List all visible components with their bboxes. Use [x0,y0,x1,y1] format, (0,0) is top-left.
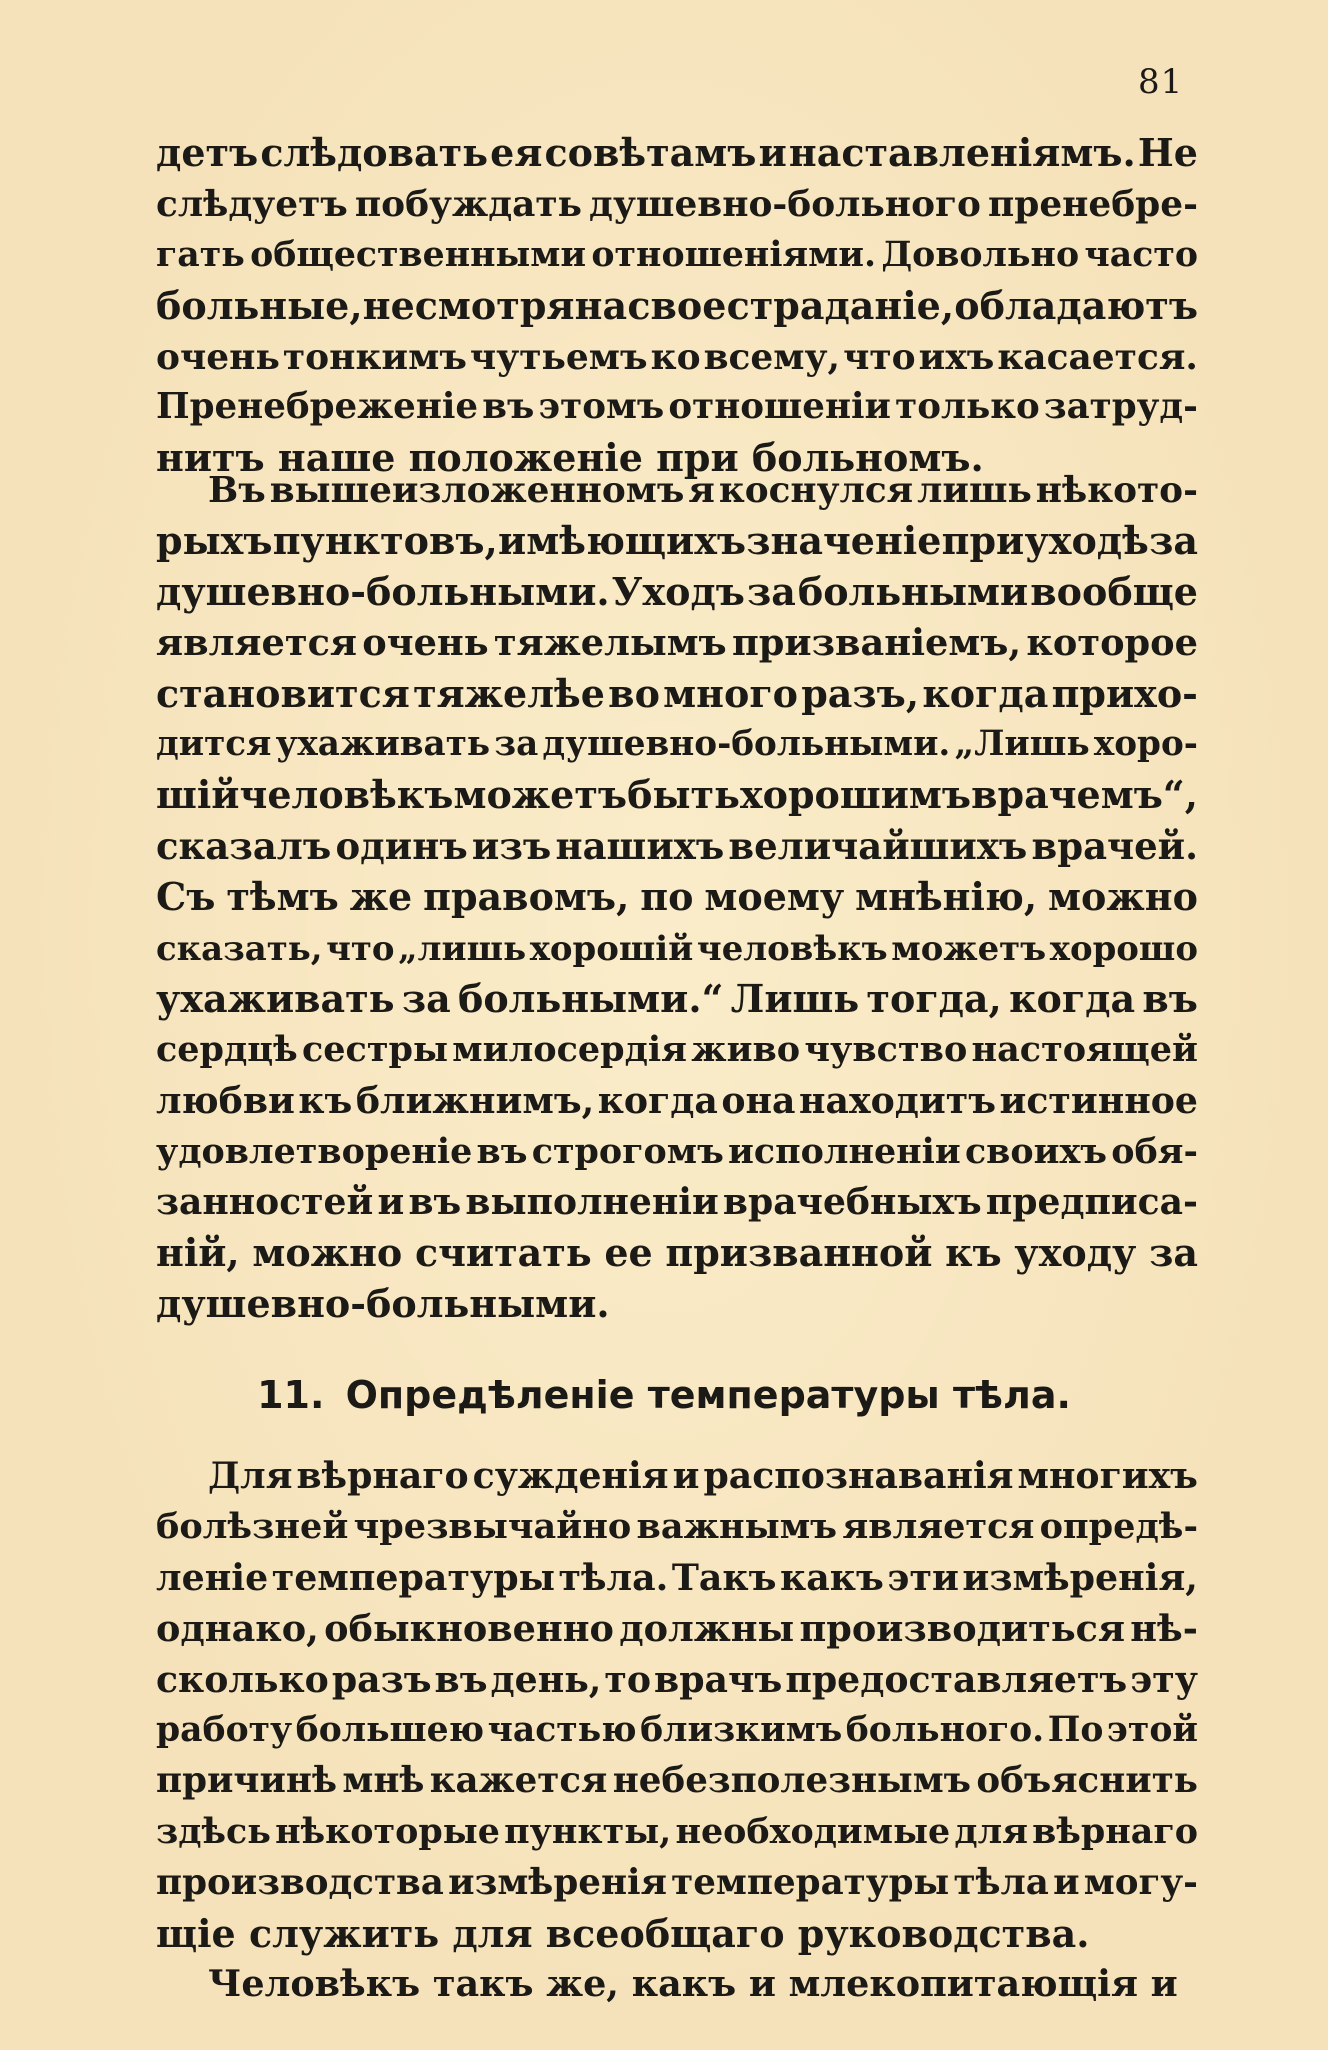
word: когда [922,670,1049,716]
word: исполненіи [728,1130,961,1172]
word: Не [1137,130,1198,175]
word: слѣдуетъ [156,182,348,225]
word: больными.“ [457,975,724,1021]
word: очень [156,335,280,378]
word: дится [156,724,272,765]
word: коснулся [718,469,914,511]
text-line [156,770,1198,821]
line-text: Человѣкъ такъ же, какъ и млекопитающія и [208,1962,1178,2005]
word: значеніе [746,517,942,563]
word: изъ [471,824,552,869]
text-line [156,1756,1198,1807]
word: живо [691,1028,801,1070]
word: важнымъ [636,1505,838,1547]
word: часто [1084,233,1198,275]
word: Довольно [881,233,1080,275]
word: предоставляетъ [785,1657,1128,1701]
word: тяжелѣе [413,670,605,716]
word: много [663,670,798,716]
text-line [156,923,1198,974]
word: въ [482,386,535,428]
section-number: 11. [257,1373,325,1417]
text-line [156,567,1198,618]
paragraph [156,465,1198,1330]
word: ихъ [918,335,995,378]
word: хорошимъ [739,772,972,818]
word: чувство [804,1028,968,1070]
word: имѣющихъ [498,517,747,563]
word: хорошій [529,928,694,969]
word: за [494,724,539,765]
word: является [156,620,357,664]
word: въ [408,1180,462,1224]
word: работу [156,1710,293,1751]
text-line [156,1604,1198,1655]
text-line [156,1076,1198,1127]
word: разъ [331,1657,432,1701]
word: только [895,386,1040,428]
word: необходимые [675,1811,951,1853]
word: къ [945,1230,1002,1276]
word: ея [490,130,543,175]
word: пренебре- [988,182,1198,225]
word: свое [627,282,727,328]
word: обыкновенно [324,1606,614,1650]
text-line [156,719,1198,770]
word: вѣрнаго [296,1454,469,1497]
word: истинное [999,1078,1198,1122]
word: сколько [156,1657,329,1701]
word: совѣтамъ [544,130,757,175]
paragraph [156,1959,1198,2010]
word: производиться [799,1606,1125,1650]
word: можетъ [453,772,628,818]
word: эту [1130,1657,1198,1701]
word: человѣкъ [696,928,888,969]
word: Уходъ [611,568,745,614]
word: могу- [1083,1862,1198,1904]
word: правомъ, [423,874,630,920]
word: этой [1106,1710,1198,1751]
word: въ [1142,975,1198,1021]
word: когда [597,1078,718,1122]
word: что [326,928,395,969]
word: пункты, [504,1811,672,1853]
word: своихъ [964,1130,1108,1172]
word: сказать, [156,928,323,969]
text-line [156,1279,1198,1330]
text-line [156,974,1198,1025]
word: близкимъ [640,1710,843,1751]
word: тяжелымъ [493,620,727,664]
text-line [156,872,1198,923]
word: можно [1048,874,1198,920]
word: тѣла. [558,1555,669,1599]
word: врачей. [1031,824,1198,869]
word: моему [704,874,845,920]
word: врачебныхъ [722,1180,982,1224]
word: она [721,1078,796,1122]
word: Въ [208,469,266,511]
word: ухаживать [156,975,395,1021]
word: настоящей [971,1028,1198,1070]
word: распознаванія [703,1454,1014,1497]
word: ко [650,335,701,378]
word: кажется [429,1760,608,1802]
word: пунктовъ, [272,517,498,563]
text-line [156,128,1198,179]
word: отношеніи [668,386,891,428]
word: день, [490,1657,602,1701]
word: больного. [845,1710,1045,1751]
text-line [156,281,1198,332]
word: ній, [156,1230,240,1276]
word: тѣла [953,1862,1049,1904]
word: общественными [250,233,587,275]
word: я [688,469,715,511]
text-line [156,1451,1198,1502]
word: детъ [156,130,259,175]
word: сердцѣ [156,1028,298,1070]
line-text: щіе служить для всеобщаго руководства. [156,1911,1090,1957]
word: обя- [1111,1130,1198,1172]
word: занностей [156,1180,374,1224]
word: ухаживать [275,724,491,765]
word: Пренебреженіе [156,386,479,428]
word: чутьемъ [469,335,648,378]
word: хорошо [1049,928,1198,969]
word: хоро- [1093,724,1198,765]
word: ближнимъ, [355,1078,595,1122]
word: ее [604,1230,653,1276]
text-line [156,1655,1198,1706]
word: болѣзней [156,1505,349,1547]
word: сказалъ [156,824,332,869]
word: многихъ [1017,1454,1198,1497]
word: является [842,1505,1035,1547]
word: на [574,282,628,328]
word: эти [887,1555,959,1599]
word: душевно-больного [589,182,981,225]
word: гать [156,233,245,275]
word: больными [797,568,1029,614]
word: леніе [156,1555,269,1599]
word: должны [619,1606,795,1650]
text-line [156,1502,1198,1553]
word: то [604,1657,652,1701]
word: которое [1026,620,1198,664]
word: за [1149,1230,1198,1276]
word: прихо- [1051,670,1198,716]
word: къ [298,1078,353,1122]
word: предписа- [985,1180,1198,1224]
word: и [1053,1862,1080,1904]
word: что [843,335,916,378]
word: быть [627,772,740,818]
word: нѣкото- [1035,469,1198,511]
text-line [156,1025,1198,1076]
word: во [608,670,660,716]
word: мнѣ [342,1760,425,1802]
word: тонкимъ [282,335,467,378]
word: вышеизложенномъ [269,469,685,511]
word: величайшихъ [728,824,1028,869]
word: рыхъ [156,517,273,563]
word: одинъ [335,824,468,869]
word: въ [434,1657,488,1701]
word: сестры [302,1028,449,1070]
word: когда [1009,975,1136,1021]
word: тѣмъ [226,874,339,920]
paragraph [156,128,1198,484]
word: причинѣ [156,1760,338,1802]
word: мнѣнію, [855,874,1038,920]
word: призванной [665,1230,933,1276]
word: и [672,1454,700,1497]
word: за [401,975,451,1021]
word: „лишь [398,928,527,969]
word: вообще [1030,568,1198,614]
word: для [954,1811,1028,1853]
word: „Лишь [954,724,1090,765]
word: врачемъ“, [971,772,1198,818]
word: же [349,874,413,920]
word: страданіе, [726,282,955,328]
word: большею [295,1710,485,1751]
word: за [746,568,796,614]
word: врачъ [654,1657,783,1701]
word: и [377,1180,405,1224]
word: удовлетвореніе [156,1130,473,1172]
word: небезполезнымъ [612,1760,972,1802]
word: частью [487,1710,637,1751]
word: разъ, [801,670,920,716]
word: человѣкъ [239,772,454,818]
section-title: Опредѣленіе температуры тѣла. [345,1373,1071,1417]
word: и [758,130,787,175]
line-text: нитъ наше положеніе при больномъ. [156,435,984,481]
paragraph [156,1451,1198,1960]
text-line [156,669,1198,720]
word: однако, [156,1606,319,1650]
text-line [156,230,1198,281]
word: уходѣ [1024,517,1149,563]
text-line [156,332,1198,383]
word: находитъ [799,1078,996,1122]
word: отношеніями. [591,233,877,275]
word: уходу [1014,1230,1137,1276]
word: сужденія [472,1454,669,1497]
word: тогда, [866,975,1002,1021]
text-line [156,179,1198,230]
word: измѣренія, [962,1555,1198,1599]
word: наставленіямъ. [788,130,1136,175]
word: измѣренія [448,1862,667,1904]
word: вѣрнаго [1032,1811,1198,1853]
word: лишь [917,469,1032,511]
text-line [156,1553,1198,1604]
word: этомъ [538,386,665,428]
word: всему, [703,335,841,378]
word: нѣ- [1130,1606,1198,1650]
word: призваніемъ, [731,620,1022,664]
text-line [156,1909,1198,1960]
word: душевно-больными. [156,568,610,614]
word: любви [156,1078,295,1122]
word: здѣсь [156,1811,271,1853]
word: Такъ [671,1555,777,1599]
text-line [156,1127,1198,1178]
text-line [156,1807,1198,1858]
section-heading [0,1370,1328,1420]
word: температуры [671,1862,950,1904]
word: нашихъ [555,824,725,869]
text-line [156,1228,1198,1279]
word: Для [208,1454,293,1497]
word: становится [156,670,410,716]
page-number: 81 [1138,62,1184,102]
word: по [640,874,694,920]
word: больные, [156,282,363,328]
word: обладаютъ [954,282,1198,328]
word: милосердія [452,1028,687,1070]
word: несмотря [362,282,575,328]
line-text: душевно-больными. [156,1281,610,1327]
word: побуждать [354,182,582,225]
word: объяснить [976,1760,1198,1802]
word: душевно-больными. [542,724,951,765]
text-line [156,516,1198,567]
word: строгомъ [531,1130,724,1172]
text-line [156,1959,1198,2010]
word: Лишь [730,975,860,1021]
word: при [941,517,1025,563]
word: какъ [780,1555,884,1599]
word: очень [362,620,489,664]
word: температуры [271,1555,555,1599]
text-line [156,618,1198,669]
text-line [156,1858,1198,1909]
word: слѣдовать [260,130,489,175]
word: выполненіи [465,1180,719,1224]
word: касается. [997,335,1198,378]
word: можно [252,1230,403,1276]
word: въ [476,1130,528,1172]
text-line [156,821,1198,872]
word: за [1149,517,1198,563]
word: производства [156,1862,444,1904]
word: чрезвычайно [353,1505,632,1547]
text-line [156,1177,1198,1228]
word: шій [156,772,240,818]
word: затруд- [1043,386,1198,428]
word: нѣкоторые [275,1811,500,1853]
text-line [156,1705,1198,1756]
word: можетъ [891,928,1047,969]
word: считать [414,1230,592,1276]
word: опредѣ- [1039,1505,1198,1547]
text-line [156,465,1198,516]
word: По [1047,1710,1104,1751]
text-line [156,382,1198,433]
word: Съ [156,874,216,920]
